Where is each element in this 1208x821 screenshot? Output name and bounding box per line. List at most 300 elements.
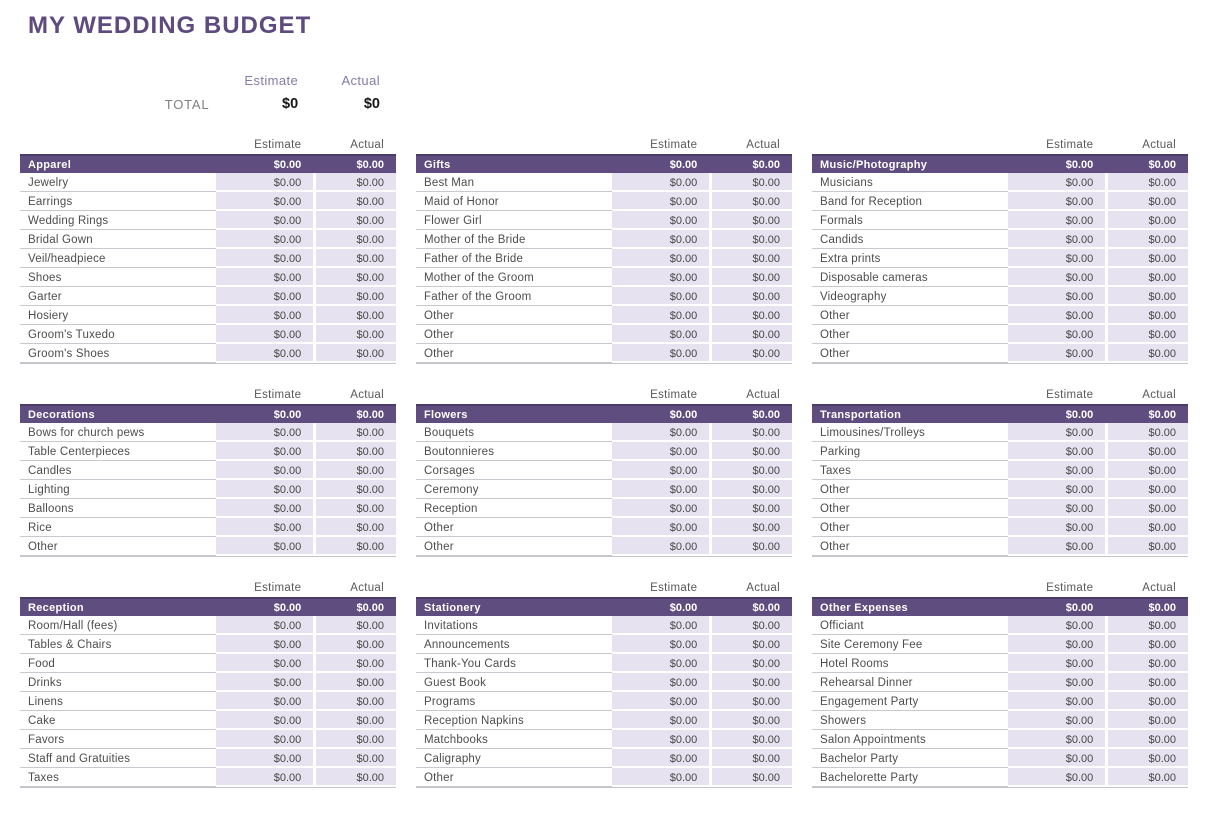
- item-actual-cell[interactable]: $0.00: [1105, 711, 1188, 730]
- budget-item-row: [20, 499, 396, 518]
- item-label-cell[interactable]: Programs: [416, 692, 612, 711]
- item-label-cell[interactable]: Groom's Tuxedo: [20, 325, 216, 344]
- item-estimate-cell[interactable]: $0.00: [1008, 635, 1106, 654]
- budget-item-row: [20, 230, 396, 249]
- item-actual-cell[interactable]: $0.00: [1105, 518, 1188, 537]
- item-label-cell[interactable]: Tables & Chairs: [20, 635, 216, 654]
- actual-column-label: Actual: [746, 139, 780, 151]
- item-actual-cell[interactable]: $0.00: [709, 230, 792, 249]
- item-estimate-cell[interactable]: $0.00: [216, 230, 314, 249]
- budget-item-row: [20, 423, 396, 442]
- item-estimate-cell[interactable]: $0.00: [216, 673, 314, 692]
- item-label-cell[interactable]: Reception: [416, 499, 612, 518]
- budget-item-row: [20, 173, 396, 192]
- section-estimate-total-cell[interactable]: $0.00: [1065, 408, 1094, 421]
- item-label-cell[interactable]: Officiant: [812, 616, 1008, 635]
- item-label-cell[interactable]: Limousines/Trolleys: [812, 423, 1008, 442]
- budget-item-row: [416, 249, 792, 268]
- item-label-cell[interactable]: Other: [812, 306, 1008, 325]
- item-label-cell[interactable]: Garter: [20, 287, 216, 306]
- item-estimate-cell[interactable]: $0.00: [612, 711, 710, 730]
- budget-item-row: [416, 306, 792, 325]
- item-estimate-cell[interactable]: $0.00: [1008, 711, 1106, 730]
- item-actual-cell[interactable]: $0.00: [709, 268, 792, 287]
- item-actual-cell[interactable]: $0.00: [709, 499, 792, 518]
- item-estimate-cell[interactable]: $0.00: [1008, 249, 1106, 268]
- item-estimate-cell[interactable]: $0.00: [612, 442, 710, 461]
- section-estimate-total-cell[interactable]: $0.00: [273, 408, 302, 421]
- item-actual-cell[interactable]: $0.00: [1105, 692, 1188, 711]
- item-estimate-cell[interactable]: $0.00: [612, 692, 710, 711]
- item-actual-cell[interactable]: $0.00: [313, 692, 396, 711]
- item-estimate-cell[interactable]: $0.00: [216, 287, 314, 306]
- section-title-cell: Other Expenses: [820, 601, 908, 614]
- item-estimate-cell[interactable]: $0.00: [1008, 537, 1106, 556]
- budget-item-row: [812, 518, 1188, 537]
- item-label-cell[interactable]: Other: [416, 306, 612, 325]
- item-estimate-cell[interactable]: $0.00: [1008, 230, 1106, 249]
- item-actual-cell[interactable]: $0.00: [313, 616, 396, 635]
- section-estimate-total-cell[interactable]: $0.00: [669, 601, 698, 614]
- item-actual-cell[interactable]: $0.00: [1105, 344, 1188, 363]
- item-label-cell[interactable]: Groom's Shoes: [20, 344, 216, 363]
- item-estimate-cell[interactable]: $0.00: [612, 461, 710, 480]
- item-label-cell[interactable]: Table Centerpieces: [20, 442, 216, 461]
- item-actual-cell[interactable]: $0.00: [709, 306, 792, 325]
- budget-item-row: [812, 480, 1188, 499]
- item-actual-cell[interactable]: $0.00: [709, 461, 792, 480]
- item-label-cell[interactable]: Announcements: [416, 635, 612, 654]
- item-label-cell[interactable]: Candles: [20, 461, 216, 480]
- item-estimate-cell[interactable]: $0.00: [612, 518, 710, 537]
- item-estimate-cell[interactable]: $0.00: [1008, 325, 1106, 344]
- item-label-cell[interactable]: Other: [416, 325, 612, 344]
- item-label-cell[interactable]: Other: [416, 518, 612, 537]
- item-estimate-cell[interactable]: $0.00: [216, 325, 314, 344]
- item-actual-cell[interactable]: $0.00: [1105, 306, 1188, 325]
- item-estimate-cell[interactable]: $0.00: [1008, 673, 1106, 692]
- item-estimate-cell[interactable]: $0.00: [216, 537, 314, 556]
- item-label-cell[interactable]: Thank-You Cards: [416, 654, 612, 673]
- item-actual-cell[interactable]: $0.00: [709, 518, 792, 537]
- budget-item-row: [416, 635, 792, 654]
- item-label-cell[interactable]: Salon Appointments: [812, 730, 1008, 749]
- item-label-cell[interactable]: Mother of the Bride: [416, 230, 612, 249]
- section-actual-total-cell[interactable]: $0.00: [1148, 408, 1176, 421]
- estimate-column-label: Estimate: [1046, 139, 1094, 151]
- item-actual-cell[interactable]: $0.00: [709, 537, 792, 556]
- section-title-cell: Stationery: [424, 601, 481, 614]
- item-label-cell[interactable]: Favors: [20, 730, 216, 749]
- budget-item-row: [416, 768, 792, 787]
- item-label-cell[interactable]: Mother of the Groom: [416, 268, 612, 287]
- budget-item-row: [416, 692, 792, 711]
- estimate-column-label: Estimate: [1046, 389, 1094, 401]
- item-estimate-cell[interactable]: $0.00: [1008, 499, 1106, 518]
- budget-item-row: [416, 673, 792, 692]
- item-label-cell[interactable]: Rice: [20, 518, 216, 537]
- section-actual-total-cell[interactable]: $0.00: [1148, 158, 1176, 171]
- item-actual-cell[interactable]: $0.00: [709, 423, 792, 442]
- item-estimate-cell[interactable]: $0.00: [612, 287, 710, 306]
- item-label-cell[interactable]: Best Man: [416, 173, 612, 192]
- item-actual-cell[interactable]: $0.00: [709, 654, 792, 673]
- item-label-cell[interactable]: Maid of Honor: [416, 192, 612, 211]
- item-actual-cell[interactable]: $0.00: [1105, 173, 1188, 192]
- item-actual-cell[interactable]: $0.00: [313, 442, 396, 461]
- item-estimate-cell[interactable]: $0.00: [612, 749, 710, 768]
- section-estimate-total-cell[interactable]: $0.00: [273, 601, 302, 614]
- item-estimate-cell[interactable]: $0.00: [216, 192, 314, 211]
- item-label-cell[interactable]: Caligraphy: [416, 749, 612, 768]
- section-actual-total-cell[interactable]: $0.00: [752, 408, 780, 421]
- item-label-cell[interactable]: Other: [812, 344, 1008, 363]
- item-label-cell[interactable]: Bridal Gown: [20, 230, 216, 249]
- item-label-cell[interactable]: Jewelry: [20, 173, 216, 192]
- item-label-cell[interactable]: Disposable cameras: [812, 268, 1008, 287]
- budget-item-row: [812, 249, 1188, 268]
- item-label-cell[interactable]: Earrings: [20, 192, 216, 211]
- section-estimate-total-cell[interactable]: $0.00: [273, 158, 302, 171]
- item-estimate-cell[interactable]: $0.00: [612, 306, 710, 325]
- item-estimate-cell[interactable]: $0.00: [612, 654, 710, 673]
- item-estimate-cell[interactable]: $0.00: [216, 442, 314, 461]
- item-label-cell[interactable]: Taxes: [812, 461, 1008, 480]
- item-estimate-cell[interactable]: $0.00: [612, 480, 710, 499]
- item-estimate-cell[interactable]: $0.00: [612, 616, 710, 635]
- item-label-cell[interactable]: Wedding Rings: [20, 211, 216, 230]
- item-label-cell[interactable]: Boutonnieres: [416, 442, 612, 461]
- item-actual-cell[interactable]: $0.00: [313, 211, 396, 230]
- item-actual-cell[interactable]: $0.00: [313, 480, 396, 499]
- item-label-cell[interactable]: Room/Hall (fees): [20, 616, 216, 635]
- item-estimate-cell[interactable]: $0.00: [612, 499, 710, 518]
- section-column-labels: [20, 385, 396, 404]
- item-actual-cell[interactable]: $0.00: [1105, 768, 1188, 787]
- item-actual-cell[interactable]: $0.00: [1105, 749, 1188, 768]
- section-header-row: [416, 404, 792, 423]
- item-estimate-cell[interactable]: $0.00: [612, 537, 710, 556]
- item-actual-cell[interactable]: $0.00: [1105, 654, 1188, 673]
- item-actual-cell[interactable]: $0.00: [313, 730, 396, 749]
- item-estimate-cell[interactable]: $0.00: [1008, 692, 1106, 711]
- budget-item-row: [416, 730, 792, 749]
- section-table: [20, 597, 396, 788]
- item-label-cell[interactable]: Other: [416, 768, 612, 787]
- item-estimate-cell[interactable]: $0.00: [216, 518, 314, 537]
- budget-item-row: [20, 306, 396, 325]
- item-estimate-cell[interactable]: $0.00: [216, 268, 314, 287]
- item-label-cell[interactable]: Corsages: [416, 461, 612, 480]
- item-actual-cell[interactable]: $0.00: [1105, 325, 1188, 344]
- item-estimate-cell[interactable]: $0.00: [612, 230, 710, 249]
- item-actual-cell[interactable]: $0.00: [1105, 730, 1188, 749]
- item-actual-cell[interactable]: $0.00: [313, 173, 396, 192]
- item-estimate-cell[interactable]: $0.00: [1008, 211, 1106, 230]
- item-actual-cell[interactable]: $0.00: [313, 461, 396, 480]
- item-actual-cell[interactable]: $0.00: [313, 287, 396, 306]
- item-estimate-cell[interactable]: $0.00: [216, 730, 314, 749]
- item-estimate-cell[interactable]: $0.00: [216, 499, 314, 518]
- item-estimate-cell[interactable]: $0.00: [1008, 287, 1106, 306]
- item-actual-cell[interactable]: $0.00: [1105, 230, 1188, 249]
- item-estimate-cell[interactable]: $0.00: [216, 249, 314, 268]
- section-estimate-total-cell[interactable]: $0.00: [669, 158, 698, 171]
- item-estimate-cell[interactable]: $0.00: [216, 711, 314, 730]
- item-label-cell[interactable]: Invitations: [416, 616, 612, 635]
- section-actual-total-cell[interactable]: $0.00: [752, 601, 780, 614]
- item-actual-cell[interactable]: $0.00: [709, 768, 792, 787]
- item-actual-cell[interactable]: $0.00: [709, 480, 792, 499]
- item-actual-cell[interactable]: $0.00: [709, 635, 792, 654]
- item-actual-cell[interactable]: $0.00: [709, 287, 792, 306]
- item-actual-cell[interactable]: $0.00: [1105, 673, 1188, 692]
- item-actual-cell[interactable]: $0.00: [1105, 461, 1188, 480]
- summary-actual-label: Actual: [341, 73, 380, 88]
- section-actual-total-cell[interactable]: $0.00: [356, 158, 384, 171]
- item-actual-cell[interactable]: $0.00: [709, 749, 792, 768]
- item-label-cell[interactable]: Reception Napkins: [416, 711, 612, 730]
- budget-item-row: [416, 423, 792, 442]
- item-estimate-cell[interactable]: $0.00: [216, 654, 314, 673]
- section-table: [416, 597, 792, 788]
- item-estimate-cell[interactable]: $0.00: [612, 268, 710, 287]
- budget-item-row: [812, 192, 1188, 211]
- budget-item-row: [812, 673, 1188, 692]
- item-estimate-cell[interactable]: $0.00: [612, 192, 710, 211]
- budget-item-row: [20, 192, 396, 211]
- item-estimate-cell[interactable]: $0.00: [612, 423, 710, 442]
- item-actual-cell[interactable]: $0.00: [1105, 635, 1188, 654]
- item-estimate-cell[interactable]: $0.00: [1008, 461, 1106, 480]
- item-actual-cell[interactable]: $0.00: [1105, 537, 1188, 556]
- item-estimate-cell[interactable]: $0.00: [1008, 730, 1106, 749]
- item-label-cell[interactable]: Showers: [812, 711, 1008, 730]
- item-label-cell[interactable]: Cake: [20, 711, 216, 730]
- item-estimate-cell[interactable]: $0.00: [612, 249, 710, 268]
- item-estimate-cell[interactable]: $0.00: [1008, 749, 1106, 768]
- item-estimate-cell[interactable]: $0.00: [612, 673, 710, 692]
- item-actual-cell[interactable]: $0.00: [1105, 480, 1188, 499]
- item-actual-cell[interactable]: $0.00: [1105, 211, 1188, 230]
- budget-item-row: [416, 325, 792, 344]
- item-label-cell[interactable]: Linens: [20, 692, 216, 711]
- item-actual-cell[interactable]: $0.00: [313, 268, 396, 287]
- item-actual-cell[interactable]: $0.00: [313, 499, 396, 518]
- item-estimate-cell[interactable]: $0.00: [216, 768, 314, 787]
- item-label-cell[interactable]: Food: [20, 654, 216, 673]
- item-actual-cell[interactable]: $0.00: [1105, 499, 1188, 518]
- item-actual-cell[interactable]: $0.00: [313, 749, 396, 768]
- item-label-cell[interactable]: Other: [20, 537, 216, 556]
- item-actual-cell[interactable]: $0.00: [313, 192, 396, 211]
- item-actual-cell[interactable]: $0.00: [313, 306, 396, 325]
- section-title-cell: Gifts: [424, 158, 451, 171]
- item-label-cell[interactable]: Bachelorette Party: [812, 768, 1008, 787]
- item-actual-cell[interactable]: $0.00: [709, 730, 792, 749]
- item-estimate-cell[interactable]: $0.00: [612, 730, 710, 749]
- section-actual-total-cell[interactable]: $0.00: [356, 408, 384, 421]
- item-label-cell[interactable]: Musicians: [812, 173, 1008, 192]
- item-label-cell[interactable]: Flower Girl: [416, 211, 612, 230]
- item-actual-cell[interactable]: $0.00: [313, 768, 396, 787]
- section-column-labels: [416, 135, 792, 154]
- item-estimate-cell[interactable]: $0.00: [216, 692, 314, 711]
- item-label-cell[interactable]: Staff and Gratuities: [20, 749, 216, 768]
- estimate-column-label: Estimate: [650, 582, 698, 594]
- budget-section-gifts: [416, 135, 792, 364]
- item-label-cell[interactable]: Formals: [812, 211, 1008, 230]
- item-label-cell[interactable]: Lighting: [20, 480, 216, 499]
- item-label-cell[interactable]: Band for Reception: [812, 192, 1008, 211]
- item-label-cell[interactable]: Veil/headpiece: [20, 249, 216, 268]
- item-estimate-cell[interactable]: $0.00: [216, 749, 314, 768]
- item-actual-cell[interactable]: $0.00: [313, 635, 396, 654]
- item-label-cell[interactable]: Shoes: [20, 268, 216, 287]
- section-estimate-total-cell[interactable]: $0.00: [1065, 158, 1094, 171]
- item-estimate-cell[interactable]: $0.00: [1008, 192, 1106, 211]
- item-actual-cell[interactable]: $0.00: [1105, 442, 1188, 461]
- section-actual-total-cell[interactable]: $0.00: [752, 158, 780, 171]
- budget-item-row: [20, 711, 396, 730]
- item-actual-cell[interactable]: $0.00: [313, 518, 396, 537]
- item-label-cell[interactable]: Other: [416, 344, 612, 363]
- item-estimate-cell[interactable]: $0.00: [216, 344, 314, 363]
- item-actual-cell[interactable]: $0.00: [313, 654, 396, 673]
- item-estimate-cell[interactable]: $0.00: [1008, 518, 1106, 537]
- item-label-cell[interactable]: Father of the Groom: [416, 287, 612, 306]
- item-actual-cell[interactable]: $0.00: [1105, 423, 1188, 442]
- item-label-cell[interactable]: Other: [812, 325, 1008, 344]
- item-actual-cell[interactable]: $0.00: [313, 673, 396, 692]
- item-label-cell[interactable]: Site Ceremony Fee: [812, 635, 1008, 654]
- item-label-cell[interactable]: Balloons: [20, 499, 216, 518]
- budget-item-row: [812, 768, 1188, 787]
- item-estimate-cell[interactable]: $0.00: [216, 306, 314, 325]
- item-actual-cell[interactable]: $0.00: [313, 249, 396, 268]
- item-label-cell[interactable]: Bows for church pews: [20, 423, 216, 442]
- item-actual-cell[interactable]: $0.00: [709, 711, 792, 730]
- budget-section-decorations: [20, 385, 396, 557]
- item-label-cell[interactable]: Rehearsal Dinner: [812, 673, 1008, 692]
- item-label-cell[interactable]: Matchbooks: [416, 730, 612, 749]
- actual-column-label: Actual: [1142, 389, 1176, 401]
- item-actual-cell[interactable]: $0.00: [709, 442, 792, 461]
- item-label-cell[interactable]: Extra prints: [812, 249, 1008, 268]
- item-estimate-cell[interactable]: $0.00: [612, 325, 710, 344]
- item-actual-cell[interactable]: $0.00: [313, 537, 396, 556]
- item-label-cell[interactable]: Guest Book: [416, 673, 612, 692]
- item-estimate-cell[interactable]: $0.00: [216, 423, 314, 442]
- item-estimate-cell[interactable]: $0.00: [612, 211, 710, 230]
- actual-column-label: Actual: [746, 582, 780, 594]
- section-actual-total-cell[interactable]: $0.00: [1148, 601, 1176, 614]
- item-actual-cell[interactable]: $0.00: [1105, 249, 1188, 268]
- item-label-cell[interactable]: Other: [812, 499, 1008, 518]
- item-estimate-cell[interactable]: $0.00: [216, 616, 314, 635]
- item-actual-cell[interactable]: $0.00: [313, 325, 396, 344]
- item-actual-cell[interactable]: $0.00: [313, 711, 396, 730]
- item-actual-cell[interactable]: $0.00: [709, 616, 792, 635]
- item-label-cell[interactable]: Parking: [812, 442, 1008, 461]
- item-label-cell[interactable]: Ceremony: [416, 480, 612, 499]
- item-estimate-cell[interactable]: $0.00: [1008, 344, 1106, 363]
- item-label-cell[interactable]: Videography: [812, 287, 1008, 306]
- item-estimate-cell[interactable]: $0.00: [1008, 616, 1106, 635]
- item-label-cell[interactable]: Father of the Bride: [416, 249, 612, 268]
- item-label-cell[interactable]: Hotel Rooms: [812, 654, 1008, 673]
- item-estimate-cell[interactable]: $0.00: [1008, 173, 1106, 192]
- item-estimate-cell[interactable]: $0.00: [216, 173, 314, 192]
- item-actual-cell[interactable]: $0.00: [709, 344, 792, 363]
- item-actual-cell[interactable]: $0.00: [1105, 287, 1188, 306]
- item-actual-cell[interactable]: $0.00: [1105, 268, 1188, 287]
- section-estimate-total-cell[interactable]: $0.00: [669, 408, 698, 421]
- item-actual-cell[interactable]: $0.00: [313, 423, 396, 442]
- item-label-cell[interactable]: Hosiery: [20, 306, 216, 325]
- item-estimate-cell[interactable]: $0.00: [216, 211, 314, 230]
- item-label-cell[interactable]: Taxes: [20, 768, 216, 787]
- item-actual-cell[interactable]: $0.00: [313, 230, 396, 249]
- section-actual-total-cell[interactable]: $0.00: [356, 601, 384, 614]
- section-column-labels: [812, 385, 1188, 404]
- section-column-labels: [20, 135, 396, 154]
- section-table: [812, 597, 1188, 788]
- total-estimate-value[interactable]: $0: [282, 96, 299, 112]
- item-estimate-cell[interactable]: $0.00: [1008, 423, 1106, 442]
- item-label-cell[interactable]: Bouquets: [416, 423, 612, 442]
- item-estimate-cell[interactable]: $0.00: [1008, 480, 1106, 499]
- item-estimate-cell[interactable]: $0.00: [216, 635, 314, 654]
- budget-item-row: [20, 616, 396, 635]
- item-label-cell[interactable]: Candids: [812, 230, 1008, 249]
- item-label-cell[interactable]: Other: [416, 537, 612, 556]
- item-actual-cell[interactable]: $0.00: [709, 249, 792, 268]
- item-actual-cell[interactable]: $0.00: [709, 673, 792, 692]
- item-estimate-cell[interactable]: $0.00: [612, 768, 710, 787]
- total-actual-value[interactable]: $0: [363, 96, 380, 112]
- item-estimate-cell[interactable]: $0.00: [612, 173, 710, 192]
- item-actual-cell[interactable]: $0.00: [709, 173, 792, 192]
- item-estimate-cell[interactable]: $0.00: [1008, 306, 1106, 325]
- item-label-cell[interactable]: Drinks: [20, 673, 216, 692]
- item-label-cell[interactable]: Engagement Party: [812, 692, 1008, 711]
- item-label-cell[interactable]: Bachelor Party: [812, 749, 1008, 768]
- item-actual-cell[interactable]: $0.00: [709, 325, 792, 344]
- section-header-row: [20, 404, 396, 423]
- item-label-cell[interactable]: Other: [812, 537, 1008, 556]
- item-estimate-cell[interactable]: $0.00: [1008, 654, 1106, 673]
- section-estimate-total-cell[interactable]: $0.00: [1065, 601, 1094, 614]
- item-actual-cell[interactable]: $0.00: [709, 192, 792, 211]
- item-estimate-cell[interactable]: $0.00: [612, 635, 710, 654]
- item-actual-cell[interactable]: $0.00: [1105, 192, 1188, 211]
- item-estimate-cell[interactable]: $0.00: [216, 461, 314, 480]
- item-actual-cell[interactable]: $0.00: [709, 211, 792, 230]
- section-table: [812, 404, 1188, 557]
- budget-item-row: [416, 711, 792, 730]
- item-estimate-cell[interactable]: $0.00: [216, 480, 314, 499]
- item-label-cell[interactable]: Other: [812, 518, 1008, 537]
- item-actual-cell[interactable]: $0.00: [709, 692, 792, 711]
- item-estimate-cell[interactable]: $0.00: [612, 344, 710, 363]
- item-estimate-cell[interactable]: $0.00: [1008, 442, 1106, 461]
- item-estimate-cell[interactable]: $0.00: [1008, 768, 1106, 787]
- item-actual-cell[interactable]: $0.00: [1105, 616, 1188, 635]
- item-estimate-cell[interactable]: $0.00: [1008, 268, 1106, 287]
- item-actual-cell[interactable]: $0.00: [313, 344, 396, 363]
- item-label-cell[interactable]: Other: [812, 480, 1008, 499]
